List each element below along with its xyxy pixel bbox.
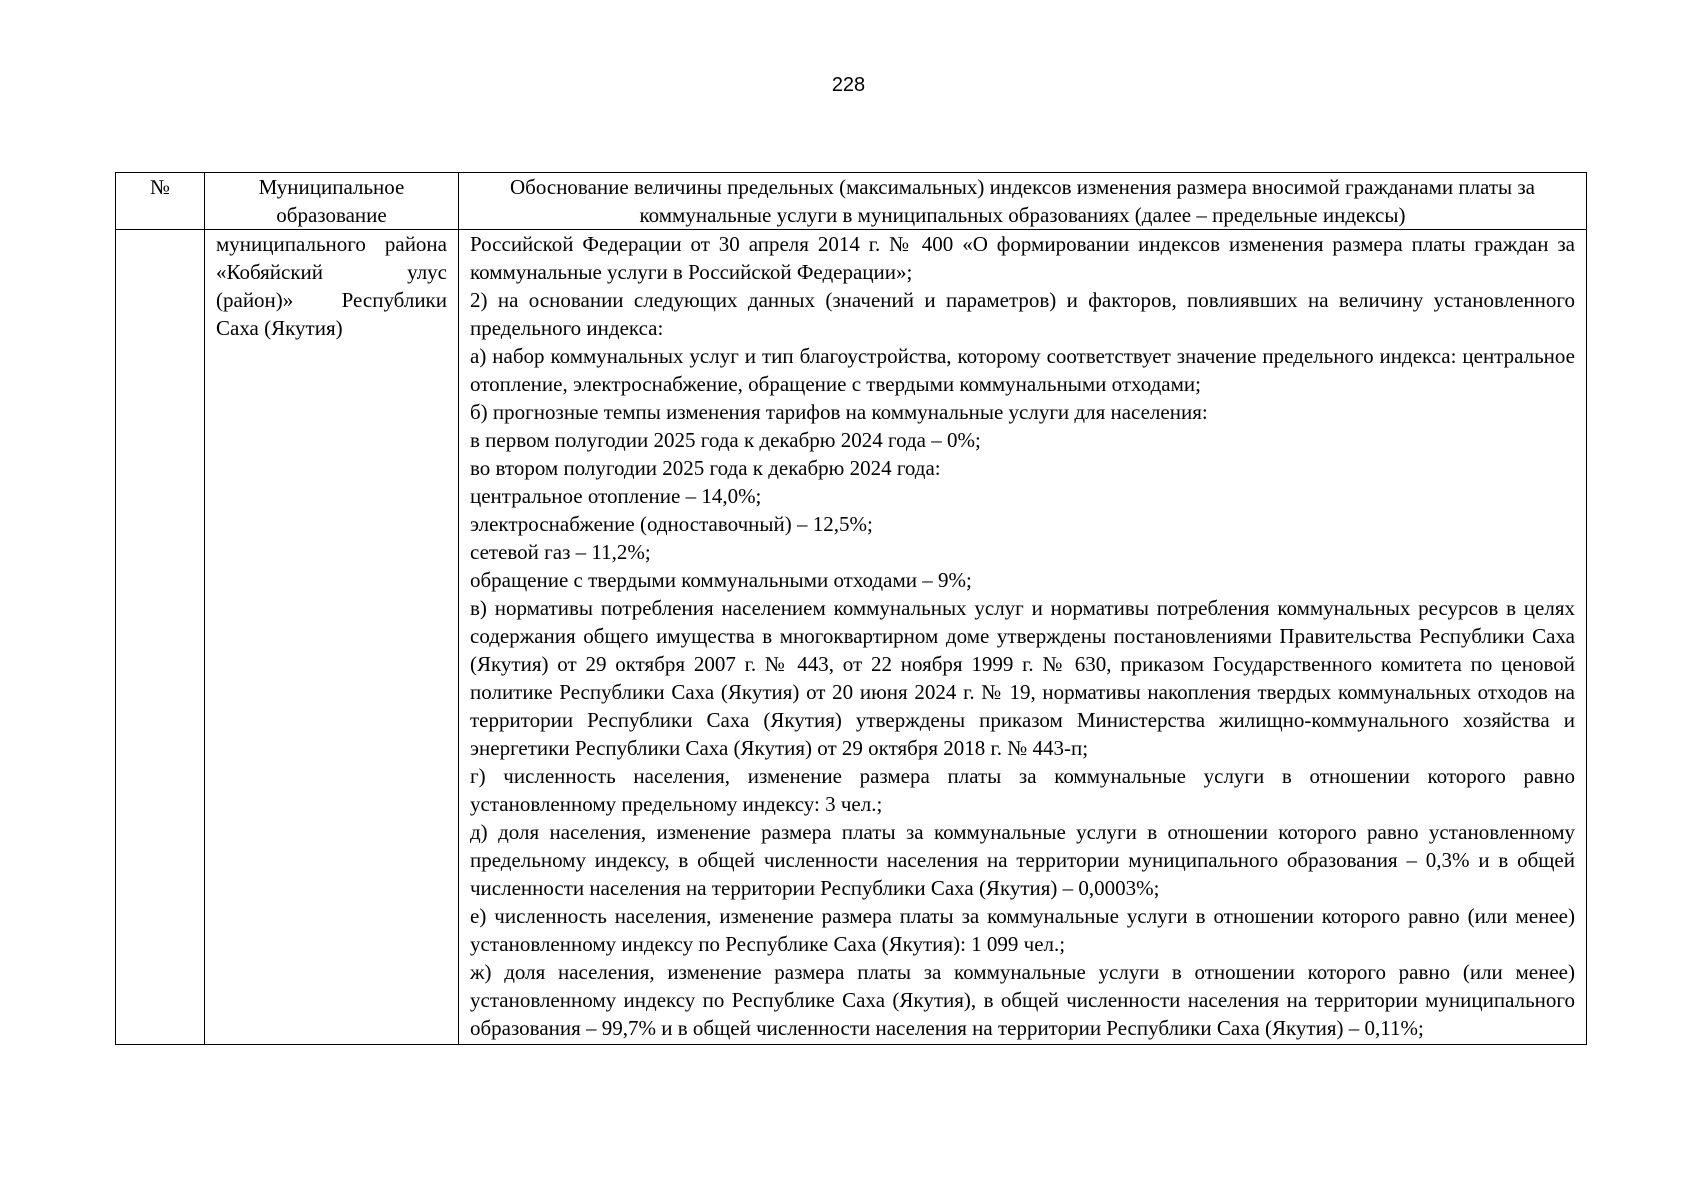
- cell-justification: [459, 230, 1587, 1045]
- justification-paragraph: г) численность населения, изменение размера платы за коммунальные услуги в отношении которого равно установленному предельному индексу: 3 чел.;: [470, 764, 1575, 816]
- cell-municipality: [205, 230, 459, 1045]
- header-justification: Обоснование величины предельных (максимальных) индексов изменения размера вносимой гражданами платы за коммунальные услуги в муниципальных образованиях (далее – предельные индексы): [459, 173, 1587, 230]
- justification-paragraph: во втором полугодии 2025 года к декабрю 2024 года:: [470, 456, 941, 480]
- justification-paragraph: Российской Федерации от 30 апреля 2014 г. № 400 «О формировании индексов изменения размера платы граждан за коммунальные услуги в Российской Федерации»;: [470, 232, 1575, 284]
- justification-paragraph: б) прогнозные темпы изменения тарифов на коммунальные услуги для населения:: [470, 400, 1208, 424]
- table-header-row: [116, 173, 1587, 230]
- justification-paragraph: обращение с твердыми коммунальными отходами – 9%;: [470, 568, 972, 592]
- justification-paragraph: е) численность населения, изменение размера платы за коммунальные услуги в отношении которого равно (или менее) установленному индексу по Республике Саха (Якутия): 1 099 чел.;: [470, 904, 1575, 956]
- municipality-name: муниципального района «Кобяйский улус (район)» Республики Саха (Якутия): [216, 232, 447, 340]
- justification-paragraph: центральное отопление – 14,0%;: [470, 484, 762, 508]
- justification-paragraph: электроснабжение (одноставочный) – 12,5%;: [470, 512, 873, 536]
- justification-paragraph: а) набор коммунальных услуг и тип благоустройства, которому соответствует значение предельного индекса: центральное отопление, электроснабжение, обращение с твердыми коммунальными отходами;: [470, 344, 1575, 396]
- justification-paragraph: д) доля населения, изменение размера платы за коммунальные услуги в отношении которого равно установленному предельному индексу, в общей численности населения на территории муниципального образования – 0,3% и в общей численности населения на территории Республики Саха (Якутия) – 0,0003%;: [470, 820, 1575, 900]
- justification-paragraph: в первом полугодии 2025 года к декабрю 2024 года – 0%;: [470, 428, 981, 452]
- justification-paragraph: ж) доля населения, изменение размера платы за коммунальные услуги в отношении которого равно (или менее) установленному индексу по Республике Саха (Якутия), в общей численности населения на территории муниципального образования – 99,7% и в общей численности населения на территории Республики Саха (Якутия) – 0,11%;: [470, 960, 1575, 1040]
- table-row: [116, 230, 1587, 1045]
- header-number: №: [116, 173, 205, 230]
- justification-paragraph: 2) на основании следующих данных (значений и параметров) и факторов, повлиявших на величину установленного предельного индекса:: [470, 288, 1575, 340]
- tariff-index-table: [115, 172, 1587, 1045]
- page-number: 228: [831, 74, 866, 96]
- header-municipality: Муниципальное образование: [205, 173, 459, 230]
- cell-number: [116, 230, 205, 1045]
- justification-paragraph: в) нормативы потребления населением коммунальных услуг и нормативы потребления коммунальных ресурсов в целях содержания общего имущества в многоквартирном доме утверждены постановлениями Правительства Республики Саха (Якутия) от 29 октября 2007 г. № 443, от 22 ноября 1999 г. № 630, приказом Государственного комитета по ценовой политике Республики Саха (Якутия) от 20 июня 2024 г. № 19, нормативы накопления твердых коммунальных отходов на территории Республики Саха (Якутия) утверждены приказом Министерства жилищно-коммунального хозяйства и энергетики Республики Саха (Якутия) от 29 октября 2018 г. № 443-п;: [470, 596, 1575, 760]
- justification-paragraph: сетевой газ – 11,2%;: [470, 540, 651, 564]
